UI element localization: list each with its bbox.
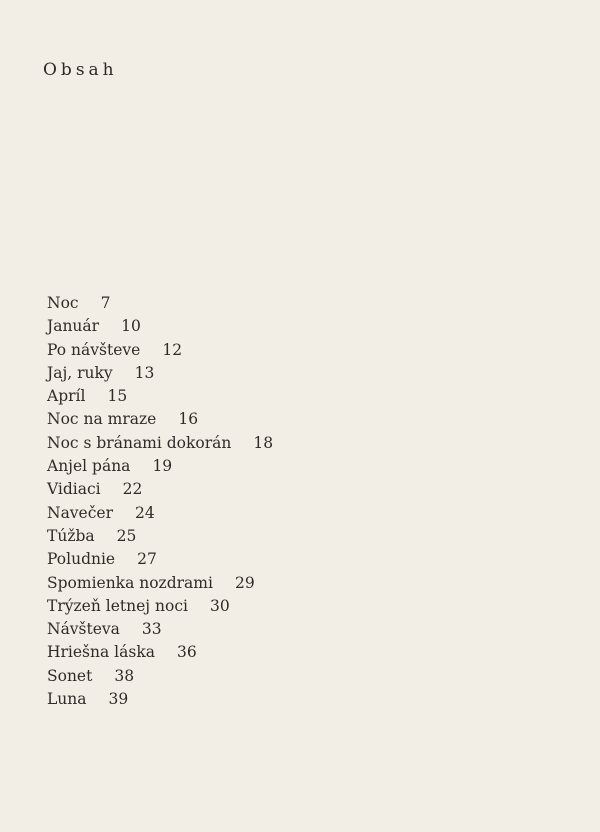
toc-entry-page: 18 <box>253 433 274 452</box>
toc-entry-page: 22 <box>122 480 143 499</box>
toc-entry-page: 12 <box>162 340 183 359</box>
toc-entry-title: Anjel pána <box>47 457 131 476</box>
toc-entry-title: Luna <box>47 690 87 709</box>
page-title: Obsah <box>43 60 118 80</box>
toc-entry <box>47 618 273 641</box>
toc-entry <box>47 665 273 688</box>
toc-entry-page: 33 <box>141 620 162 639</box>
toc-entry-page: 25 <box>116 526 137 545</box>
toc-entry-page: 39 <box>108 690 129 709</box>
toc-entry-title: Január <box>47 317 100 336</box>
toc-entry-title: Návšteva <box>47 620 120 639</box>
toc-entry-page: 30 <box>209 596 230 615</box>
toc-entry-page: 13 <box>134 363 155 382</box>
toc-entry-page: 27 <box>137 550 157 569</box>
toc-entry <box>47 339 273 362</box>
toc-entry-page: 10 <box>121 317 141 336</box>
toc-entry-page: 7 <box>100 294 111 312</box>
toc-entry-title: Poludnie <box>47 550 116 569</box>
toc-entry-title: Apríl <box>47 387 86 406</box>
toc-entry-title: Noc s bránami dokorán <box>47 433 232 452</box>
toc-entry-page: 24 <box>135 503 155 522</box>
toc-entry-page: 36 <box>176 643 197 662</box>
toc-entry-page: 15 <box>107 387 128 406</box>
toc-entry-page: 16 <box>178 410 199 429</box>
table-of-contents <box>47 292 273 711</box>
toc-entry <box>47 432 273 455</box>
toc-entry-title: Navečer <box>47 503 113 522</box>
toc-entry-title: Sonet <box>47 666 93 685</box>
toc-entry <box>47 315 273 338</box>
toc-entry <box>47 548 273 571</box>
toc-entry <box>47 385 273 408</box>
toc-entry <box>47 362 273 385</box>
toc-entry-title: Túžba <box>47 526 95 545</box>
toc-entry-title: Jaj, ruky <box>47 363 113 382</box>
toc-entry <box>47 572 273 595</box>
toc-entry-title: Vidiaci <box>47 480 101 499</box>
toc-entry <box>47 525 273 548</box>
toc-entry-title: Hriešna láska <box>47 643 155 662</box>
toc-entry-page: 38 <box>114 666 135 685</box>
toc-entry <box>47 502 273 525</box>
toc-entry-title: Trýzeň letnej noci <box>47 596 188 615</box>
toc-entry <box>47 641 273 664</box>
toc-entry <box>47 292 273 315</box>
toc-entry-page: 29 <box>234 573 255 592</box>
toc-entry-title: Noc na mraze <box>47 410 157 429</box>
toc-entry-title: Noc <box>47 294 79 312</box>
toc-entry <box>47 595 273 618</box>
toc-entry-title: Spomienka nozdrami <box>47 573 213 592</box>
toc-entry-page: 19 <box>152 457 173 476</box>
toc-entry <box>47 455 273 478</box>
toc-entry <box>47 478 273 501</box>
toc-entry <box>47 688 273 711</box>
toc-entry-title: Po návšteve <box>47 340 141 359</box>
toc-entry <box>47 408 273 431</box>
